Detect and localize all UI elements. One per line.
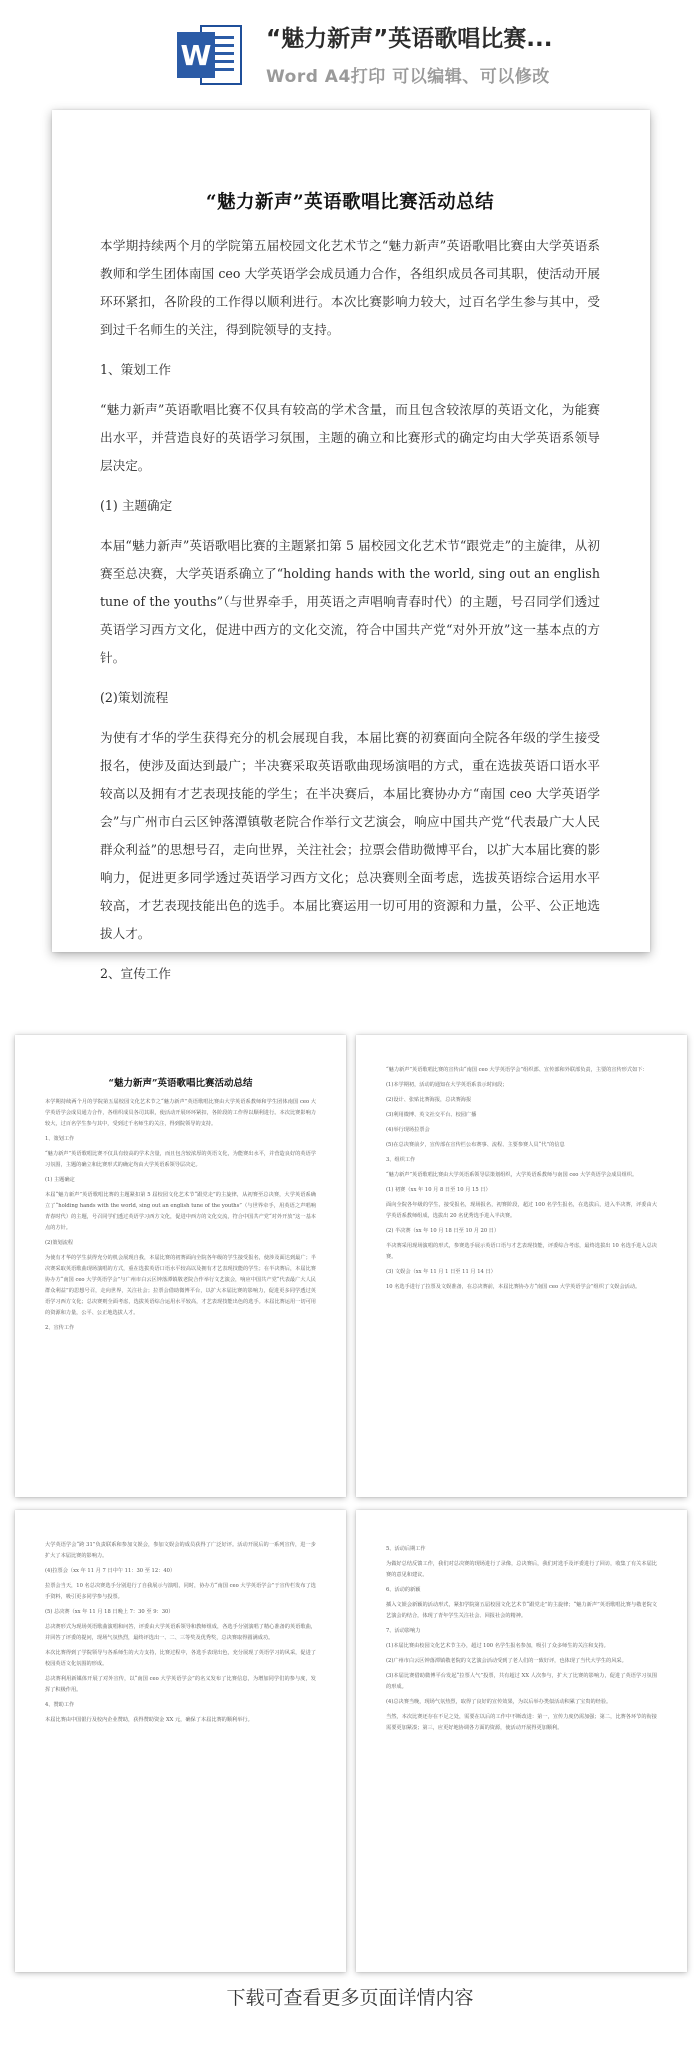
thumbnail-paragraph: 本届“魅力新声”英语歌唱比赛的主题紧扣第 5 届校园文化艺术节“跟党走”的主旋律，从初赛至总决赛，大学英语系确立了“holding hands with the world, sing out an english tune of the youths”（与世界牵手，用英语之声唱响青春时代）的主题，号召同学们透过英语学习西方文化，促进中西方的文化交流，符合中国共产党“对外开放”这一基本点的方针。 bbox=[45, 1192, 316, 1231]
thumbnail-paragraph: (1)本学期初，活动的通知在大学英语系表示时间段； bbox=[386, 1082, 508, 1088]
thumbnail-heading: (3) 文娱会（xx 年 11 月 1 日至 11 月 14 日） bbox=[386, 1269, 496, 1275]
download-more-link[interactable]: 下载可查看更多页面详情内容 bbox=[226, 1987, 474, 2009]
main-page-title: “魅力新声”英语歌唱比赛活动总结 bbox=[205, 192, 495, 213]
thumbnail-heading: 6、活动的新颖 bbox=[386, 1587, 421, 1593]
main-paragraph-theme: 本届“魅力新声”英语歌唱比赛的主题紧扣第 5 届校园文化艺术节“跟党走”的主旋律，从初赛至总决赛，大学英语系确立了“holding hands with the world, sing out an english tune of the youths”（与世界牵手，用英语之声唱响青春时代）的主题，号召同学们透过英语学习西方文化，促进中西方的文化交流，符合中国共产党“对外开放”这一基本点的方针。 bbox=[100, 538, 600, 665]
thumbnail-paragraph: (4)总决赛当晚，现场气氛热烈，取得了良好的宣传效果，为以后举办类似活动积累了宝贵的经验。 bbox=[386, 1699, 612, 1705]
thumbnail-paragraph: 当然，本次比赛还存在不足之处，需要在以后的工作中不断改进：第一，宣传力度仍需加强；第二，比赛各环节的衔接需要更加紧凑；第三，应更好地协调各方面的资源，使活动开展得更加顺利。 bbox=[386, 1714, 657, 1731]
thumbnail-paragraph: 大学英语学会“跨 31”负责联系和参加文娱会，参加文娱会的成员获得了广泛好评。活动开展后的一系列宣传，进一步扩大了本届比赛的影响力。 bbox=[45, 1542, 316, 1559]
thumbnail-heading: 1、策划工作 bbox=[45, 1136, 75, 1142]
thumbnail-paragraph: 本届比赛由中国银行及校内企业赞助，获得赞助资金 XX 元，确保了本届比赛的顺利举行。 bbox=[45, 1717, 253, 1723]
thumbnail-paragraph: 为做好总结反馈工作，我们对总决赛的现场进行了录像，总决赛后，我们对选手及评委进行了回访，收集了有关本届比赛的意见和建议。 bbox=[386, 1561, 657, 1578]
main-heading-publicity: 2、宣传工作 bbox=[100, 966, 171, 981]
thumbnail-paragraph: 本学期持续两个月的学院第五届校园文化艺术节之“魅力新声”英语歌唱比赛由大学英语系教师和学生团体南国 ceo 大学英语学会成员通力合作，各组织成员各司其职，使活动开展环环紧扣，各阶段的工作得以顺利进行。本次比赛影响力较大，过百名学生参与其中，受到过千名师生的关注，得到院领导的支持。 bbox=[45, 1099, 316, 1127]
thumbnail-heading: (1) 初赛（xx 年 10 月 8 日至 10 月 15 日） bbox=[386, 1187, 491, 1193]
thumbnail-paragraph: (2)广州市白云区钟落潭镇敬老院的文艺演会活动受到了老人们的一致好评，也体现了当代大学生的风采。 bbox=[386, 1658, 627, 1664]
thumbnail-paragraph: 总决赛利用新媒体开展了对外宣传，以“南国 ceo 大学英语学会”的名义发布了比赛信息，为增加同学们的参与度，发挥了积极作用。 bbox=[45, 1676, 316, 1693]
thumbnail-title: “魅力新声”英语歌唱比赛活动总结 bbox=[108, 1078, 253, 1089]
thumbnail-paragraph: 10 名选手进行了拉票及文娱准备，在总决赛前，本届比赛协办方“南国 ceo 大学英语学会”组织了文娱会活动。 bbox=[386, 1284, 641, 1290]
main-paragraph-planning: “魅力新声”英语歌唱比赛不仅具有较高的学术含量，而且包含较浓厚的英语文化，为能赛出水平，并营造良好的英语学习氛围，主题的确立和比赛形式的确定均由大学英语系领导层决定。 bbox=[100, 402, 600, 473]
thumbnail-paragraph: 为使有才华的学生获得充分的机会展现自我，本届比赛的初赛面向全院各年级的学生接受报名，使涉及面达到最广；半决赛采取英语歌曲现场演唱的方式，重在选拔英语口语水平较高以及拥有才艺表现技能的学生；在半决赛后，本届比赛协办方“南国 ceo 大学英语学会”与广州市白云区钟落潭镇敬老院合作举行文艺演会，响应中国共产党“代表最广大人民群众利益”的思想号召，走向世界，关注社会；拉票会借助微博平台，以扩大本届比赛的影响力，促进更多同学透过英语学习西方文化；总决赛则全面考虑，选拔英语综合运用水平较高，才艺表现技能出色的选手。本届比赛运用一切可用的资源和力量，公平、公正地选拔人才。 bbox=[45, 1255, 316, 1316]
thumbnail-paragraph: 拉票会当天，10 名总决赛选手分别进行了自我展示与演唱，同时，协办方“南国 ceo 大学英语学会”于宣传栏发布了选手资料，吸引更多同学参与投票。 bbox=[45, 1583, 316, 1600]
thumbnail-paragraph: 本次比赛得到了学院领导与各系师生的大力支持，比赛过程中，各选手表现出色，充分展现了英语学习的风采，促进了校园英语文化氛围的形成。 bbox=[45, 1650, 316, 1667]
thumbnail-paragraph: (3)利用微博、英文社交平台、校园广播 bbox=[386, 1112, 477, 1118]
thumbnail-heading: (1) 主题确定 bbox=[45, 1177, 75, 1183]
thumbnail-paragraph: “魅力新声”英语歌唱比赛不仅具有较高的学术含量，而且包含较浓厚的英语文化，为能赛出水平，并营造良好的英语学习氛围，主题的确立和比赛形式的确定均由大学英语系领导层决定。 bbox=[45, 1151, 316, 1168]
page-thumbnail-4[interactable] bbox=[356, 1510, 687, 1972]
thumbnail-paragraph: “魅力新声”英语歌唱比赛由大学英语系领导层策划组织，大学英语系教师与南国 ceo 大学英语学会成员组织。 bbox=[386, 1172, 638, 1178]
main-page-preview bbox=[52, 110, 650, 981]
thumbnail-heading: 4、赞助工作 bbox=[45, 1702, 75, 1708]
thumbnail-heading: 3、组织工作 bbox=[386, 1157, 416, 1163]
thumbnail-paragraph: (2)设计、张贴比赛海报，总决赛海报 bbox=[386, 1097, 472, 1103]
thumbnail-heading: (5) 总决赛（xx 年 11 月 18 日晚上 7：30 至 9：30） bbox=[45, 1609, 174, 1615]
thumbnail-paragraph: 总决赛形式为现场英语歌曲演唱和问答，评委由大学英语系领导和教师组成，各选手分别演唱了精心准备的英语歌曲，并回答了评委的提问，现场气氛热烈，最终评选出一、二、三等奖及优秀奖，总决赛取得圆满成功。 bbox=[45, 1624, 316, 1641]
main-heading-theme: (1) 主题确定 bbox=[100, 498, 173, 513]
page-thumbnail-2[interactable] bbox=[356, 1035, 687, 1497]
thumbnail-heading: (4)拉票会（xx 年 11 月 7 日中午 11：30 至 12：40） bbox=[45, 1568, 176, 1574]
thumbnail-heading: 5、活动后期工作 bbox=[386, 1546, 426, 1552]
page-thumbnail-1[interactable] bbox=[15, 1035, 346, 1497]
main-heading-planning: 1、策划工作 bbox=[100, 362, 171, 377]
thumbnail-paragraph: 插入文娱会新颖的活动形式，紧扣学院第五届校园文化艺术节“跟党走”的主旋律；“魅力新声”英语歌唱比赛与敬老院文艺演会的结合，体现了青年学生关注社会、回报社会的精神。 bbox=[386, 1602, 657, 1619]
thumbnail-paragraph: 面向全院各年级的学生，接受报名，现场报名，初赛阶段，超过 100 名学生报名，在选拔后，进入半决赛，评委由大学英语系教师组成，选拔出 20 名优秀选手进入半决赛。 bbox=[386, 1202, 657, 1219]
thumbnail-paragraph: 半决赛采用现场演唱的形式，参赛选手展示英语口语与才艺表现技能，评委综合考虑，最终选拔出 10 名选手进入总决赛。 bbox=[386, 1243, 657, 1260]
document-subtitle: Word A4打印 可以编辑、可以修改 bbox=[266, 67, 550, 87]
word-document-icon bbox=[175, 22, 245, 88]
thumbnail-heading: (2)策划流程 bbox=[45, 1240, 74, 1246]
main-paragraph-intro: 本学期持续两个月的学院第五届校园文化艺术节之“魅力新声”英语歌唱比赛由大学英语系教师和学生团体南国 ceo 大学英语学会成员通力合作，各组织成员各司其职，使活动开展环环紧扣，各阶段的工作得以顺利进行。本次比赛影响力较大，过百名学生参与其中，受到过千名师生的关注，得到院领导的支持。 bbox=[100, 238, 600, 337]
thumbnail-paragraph: (5)在总决赛前夕，宣传部在宣传栏公布赛事、流程、主要参赛人员“代”的信息 bbox=[386, 1142, 565, 1148]
main-paragraph-process: 为使有才华的学生获得充分的机会展现自我，本届比赛的初赛面向全院各年级的学生接受报名，使涉及面达到最广；半决赛采取英语歌曲现场演唱的方式，重在选拔英语口语水平较高以及拥有才艺表现技能的学生；在半决赛后，本届比赛协办方“南国 ceo 大学英语学会”与广州市白云区钟落潭镇敬老院合作举行文艺演会，响应中国共产党“代表最广大人民群众利益”的思想号召，走向世界，关注社会；拉票会借助微博平台，以扩大本届比赛的影响力，促进更多同学透过英语学习西方文化；总决赛则全面考虑，选拔英语综合运用水平较高，才艺表现技能出色的选手。本届比赛运用一切可用的资源和力量，公平、公正地选拔人才。 bbox=[100, 730, 600, 941]
thumbnail-heading: 2、宣传工作 bbox=[45, 1325, 75, 1331]
document-title: “魅力新声”英语歌唱比赛... bbox=[266, 26, 553, 52]
thumbnail-paragraph: (4)举行现场拉票会 bbox=[386, 1127, 430, 1133]
thumbnail-paragraph: “魅力新声”英语歌唱比赛的宣传由“南国 ceo 大学英语学会”组织部、宣传部和外联部负责，主要的宣传形式如下： bbox=[386, 1067, 648, 1073]
thumbnail-heading: (2) 半决赛（xx 年 10 月 18 日至 10 月 20 日） bbox=[386, 1228, 500, 1234]
main-heading-process: (2)策划流程 bbox=[100, 690, 169, 705]
page-thumbnail-3[interactable] bbox=[15, 1510, 346, 1972]
thumbnail-paragraph: (3)本届比赛借助微博平台发起“拉票人气”投票，共有超过 XX 人次参与，扩大了比赛的影响力，促进了英语学习氛围的形成。 bbox=[386, 1673, 657, 1690]
word-icon-letter: W bbox=[180, 39, 212, 72]
thumbnail-heading: 7、活动影响力 bbox=[386, 1628, 421, 1634]
thumbnail-paragraph: (1)本届比赛由校园文化艺术节主办，超过 100 名学生报名参加，吸引了众多师生的关注和支持。 bbox=[386, 1643, 609, 1649]
page-header bbox=[0, 0, 700, 98]
